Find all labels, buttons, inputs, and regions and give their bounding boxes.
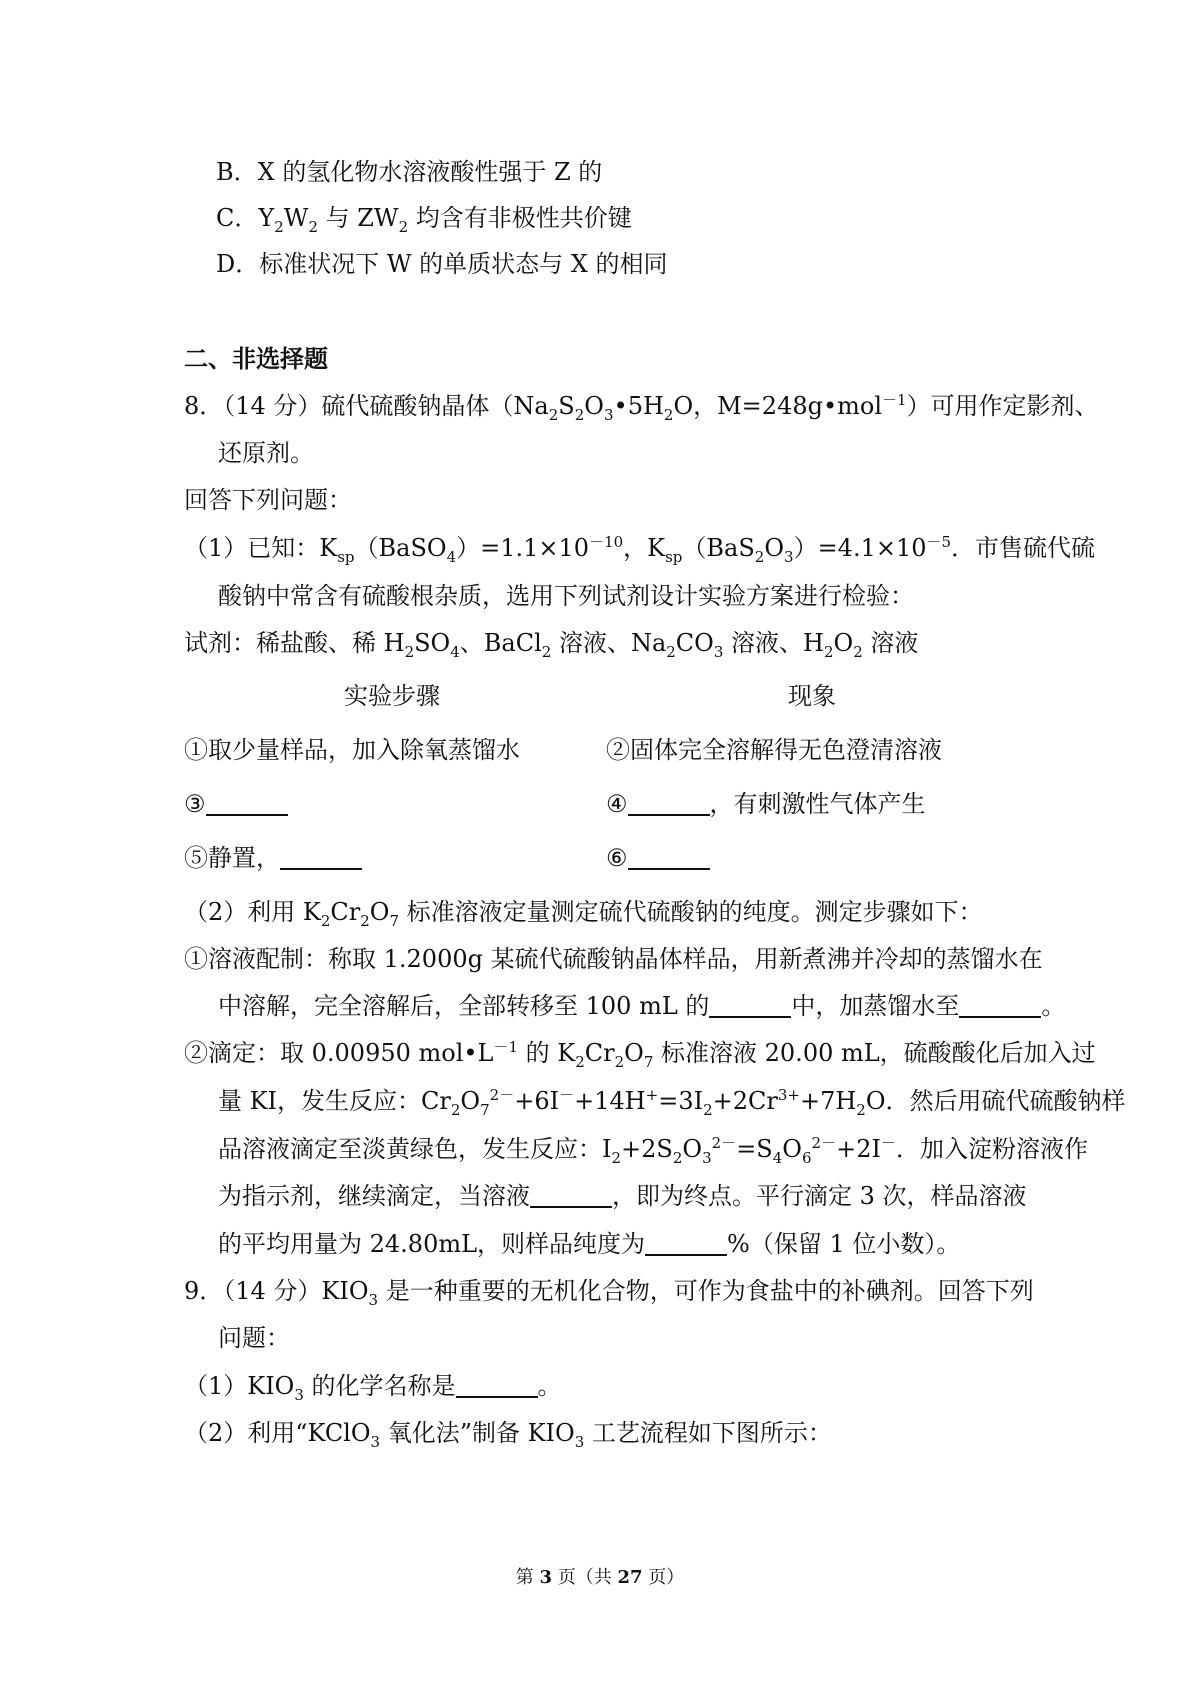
step2-line4: 为指示剂，继续滴定，当溶液 ，即为终点。平行滴定 3 次，样品溶液 — [218, 1182, 1027, 1210]
table-row2-phenomenon: ④ ，有刺激性气体产生 — [606, 790, 926, 818]
step1-line2: 中溶解，完全溶解后，全部转移至 100 mL 的 中，加蒸馏水至 。 — [218, 992, 1066, 1020]
reagents-line: 试剂：稀盐酸、稀 $H_2SO_4$、BaCl$_2$ 溶液、$Na_2CO_3$ 溶液、$H_2O_2$ 溶液 — [184, 629, 919, 661]
answer-blank[interactable] — [959, 992, 1041, 1018]
section-heading: 二、非选择题 — [184, 344, 328, 373]
q8-stem: 8．（14 分）硫代硫酸钠晶体（$Na_2S_2O_3•5H_2O$，M=248g•mol$^{-1}$）可用作定影剂、 — [184, 391, 1099, 424]
table-header-phenomena: 现象 — [788, 682, 836, 710]
step1-line1: ①溶液配制：称取 1.2000g 某硫代硫酸钠晶体样品，用新煮沸并冷却的蒸馏水在 — [184, 945, 1043, 973]
table-row2-step: ③ — [184, 788, 288, 820]
q8-part2: （2）利用 $K_2Cr_2O_7$ 标准溶液定量测定硫代硫酸钠的纯度。测定步骤如下： — [184, 898, 983, 930]
step2-line3: 品溶液滴定至淡黄绿色，发生反应：$I_2+2S_2O_3^{2-}=S_4O_6^{2-}+2I^-$．加入淀粉溶液作 — [218, 1134, 1088, 1167]
answer-prompt: 回答下列问题： — [184, 486, 352, 514]
page-footer: 第 3 页（共 27 页） — [515, 1567, 685, 1588]
table-row3-step: ⑤静置， — [184, 842, 362, 874]
q8-part1: （1）已知：$K_{sp}(BaSO_4)=1.1\times 10^{-10}$，$K_{sp}(BaS_2O_3)=4.1\times 10^{-5}$．市售硫代硫 — [184, 533, 1096, 566]
answer-blank[interactable] — [628, 844, 710, 870]
q8-part1-cont: 酸钠中常含有硫酸根杂质，选用下列试剂设计实验方案进行检验： — [218, 582, 914, 610]
table-row3-phenomenon: ⑥ — [606, 842, 710, 874]
answer-blank[interactable] — [206, 790, 288, 816]
q9-stem: 9．（14 分）$KIO_3$ 是一种重要的无机化合物，可作为食盐中的补碘剂。回答下列 — [184, 1277, 1034, 1309]
step2-line5: 的平均用量为 24.80mL，则样品纯度为 %（保留 1 位小数）。 — [218, 1230, 961, 1258]
q9-part2: （2）利用“KClO$_3$ 氧化法”制备 $KIO_3$ 工艺流程如下图所示： — [184, 1419, 832, 1451]
step2-line1: ②滴定：取 0.00950 $mol•L^{-1}$ 的 $K_2Cr_2O_7$ 标准溶液 20.00 mL，硫酸酸化后加入过 — [184, 1038, 1096, 1071]
table-row1-phenomenon: ②固体完全溶解得无色澄清溶液 — [606, 736, 942, 764]
option-b: B．X 的氢化物水溶液酸性强于 Z 的 — [216, 158, 603, 186]
q9-stem-cont: 问题： — [218, 1324, 290, 1352]
answer-blank[interactable] — [530, 1182, 612, 1208]
table-header-steps: 实验步骤 — [344, 682, 440, 710]
q9-part1: $(1)KIO_3$ 的化学名称是 。 — [184, 1372, 562, 1404]
answer-blank[interactable] — [456, 1372, 538, 1398]
answer-blank[interactable] — [280, 844, 362, 870]
answer-blank[interactable] — [645, 1230, 727, 1256]
answer-blank[interactable] — [709, 992, 791, 1018]
answer-blank[interactable] — [628, 790, 710, 816]
step2-line2: 量 KI，发生反应：$Cr_2O_7^{2-}+6I^-+14H^+=3I_2+2Cr^{3+}+7H_2O$．然后用硫代硫酸钠样 — [218, 1086, 1126, 1119]
table-row1-step: ①取少量样品，加入除氧蒸馏水 — [184, 736, 520, 764]
option-d: D．标准状况下 W 的单质状态与 X 的相同 — [216, 250, 668, 278]
q8-stem-cont: 还原剂。 — [218, 439, 314, 467]
option-c: C．$Y_2W_2$ 与 $ZW_2$ 均含有非极性共价键 — [216, 204, 632, 236]
